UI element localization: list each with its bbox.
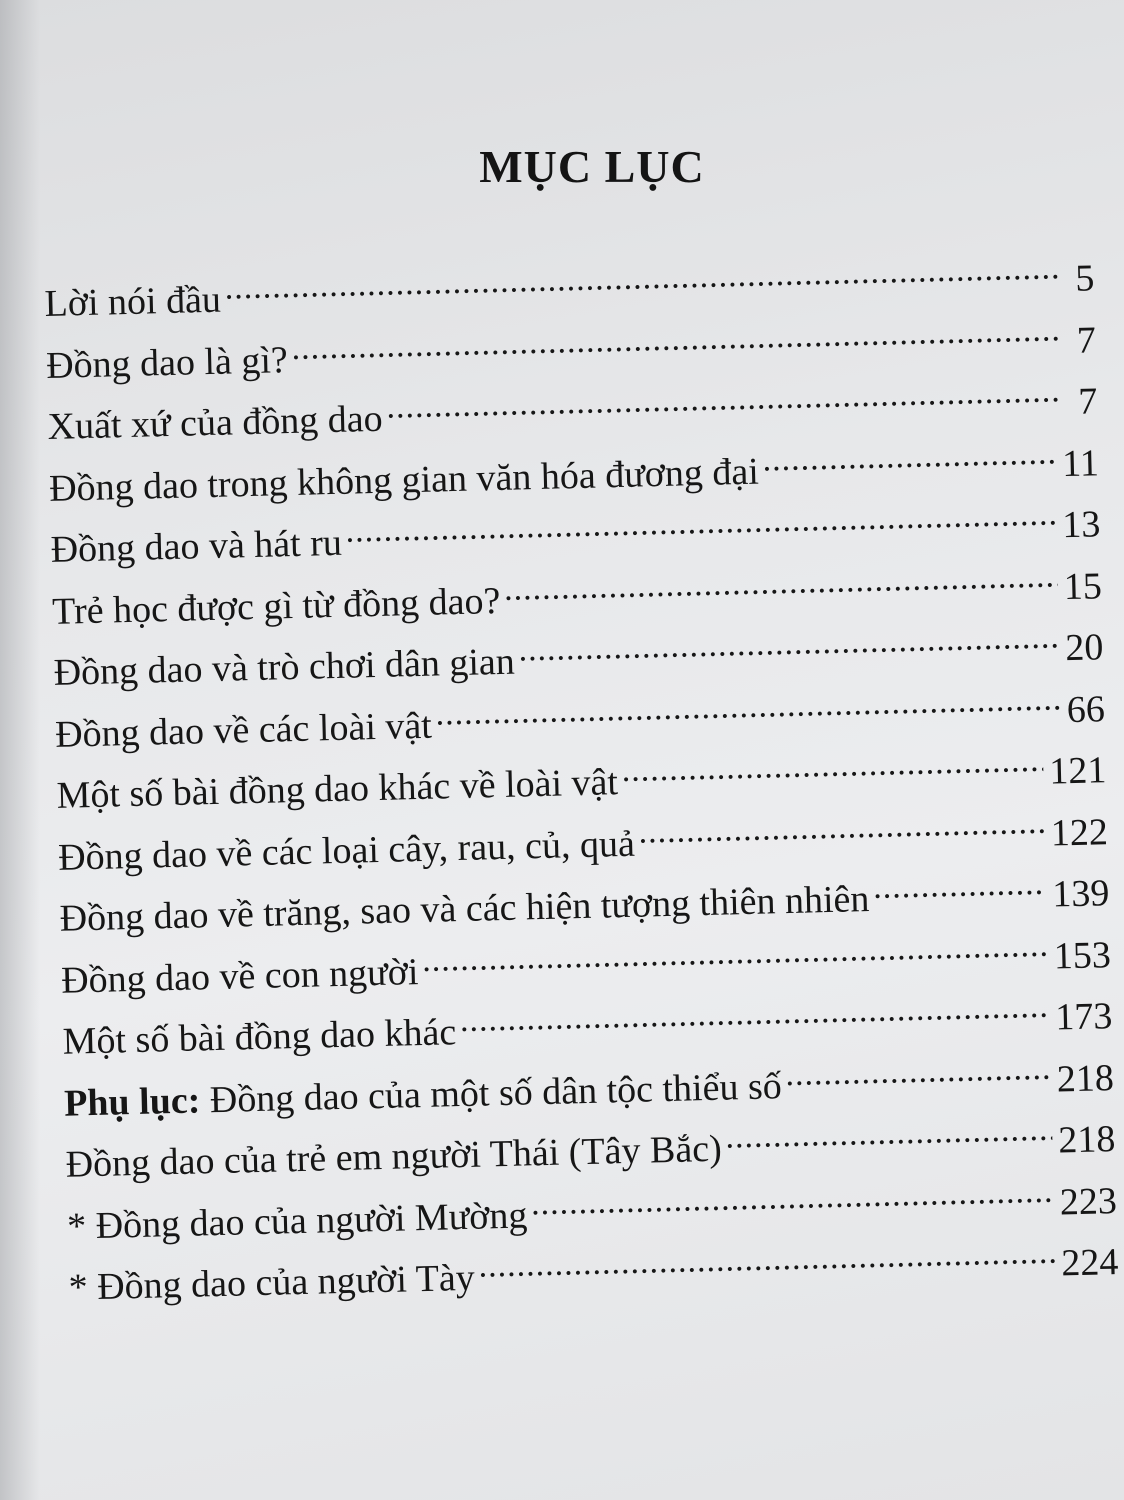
dot-leader (873, 869, 1047, 911)
toc-entry-page: 7 (1077, 380, 1098, 423)
toc-entry-page: 121 (1048, 749, 1107, 793)
toc-entry-title: Đồng dao trong không gian văn hóa đương đại (48, 450, 760, 510)
toc-entry-page: 7 (1076, 318, 1097, 362)
toc-entry-title: Một số bài đồng dao khác về loài vật (56, 761, 619, 817)
toc-entry-title: Phụ lục: Đồng dao của một số dân tộc thiểu số (63, 1064, 783, 1125)
appendix-label: Phụ lục: (63, 1078, 201, 1125)
dot-leader (725, 1115, 1053, 1161)
toc-entry-title: Đồng dao và hát ru (50, 521, 343, 571)
toc-entry-title: Một số bài đồng dao khác (62, 1011, 457, 1063)
toc-entry-title: Đồng dao về các loài vật (54, 704, 433, 756)
toc-entry-page: 224 (1060, 1241, 1119, 1285)
dot-leader (762, 438, 1056, 483)
toc-entry-page: 15 (1063, 564, 1103, 608)
toc-entry-title: Đồng dao về các loại cây, rau, củ, quả (57, 822, 636, 879)
toc-entry-title: Đồng dao về con người (60, 950, 419, 1002)
toc-entry-page: 223 (1059, 1179, 1118, 1223)
toc-entry-title: Đồng dao và trò chơi dân gian (53, 640, 516, 694)
dot-leader (785, 1053, 1051, 1097)
toc-entry-page: 20 (1064, 626, 1104, 670)
toc-entry-title: * Đồng dao của người Mường (66, 1193, 528, 1248)
toc-entry-title: Đồng dao là gì? (45, 338, 289, 387)
toc-entry-title: Lời nói đầu (44, 278, 222, 325)
dot-leader (224, 253, 1058, 311)
toc-entry-page: 218 (1057, 1118, 1116, 1162)
toc-entry-page: 153 (1053, 933, 1112, 978)
toc-entry-title: Đồng dao về trăng, sao và các hiện tượng thiên nhiên (59, 878, 870, 940)
toc-entry-title: Trẻ học được gì từ đồng dao? (51, 579, 501, 633)
toc-entry-page: 218 (1056, 1056, 1115, 1100)
toc-entry-page: 13 (1061, 503, 1101, 547)
toc-entry-page: 139 (1051, 872, 1110, 916)
toc-entry-page: 11 (1061, 441, 1100, 485)
toc-entry-title: Xuất xứ của đồng dao (47, 397, 384, 448)
toc-entry-title: * Đồng dao của người Tày (68, 1256, 476, 1309)
toc-entry-page: 122 (1050, 810, 1109, 855)
table-of-contents (44, 252, 1119, 1323)
toc-entry-page: 173 (1054, 995, 1113, 1039)
toc-entry-page: 66 (1066, 687, 1106, 731)
binding-shadow (0, 0, 40, 1500)
toc-entry-page: 5 (1074, 257, 1095, 300)
toc-entry-title: Đồng dao của trẻ em người Thái (Tây Bắc) (65, 1127, 723, 1186)
page-title: MỤC LỤC (479, 141, 705, 192)
